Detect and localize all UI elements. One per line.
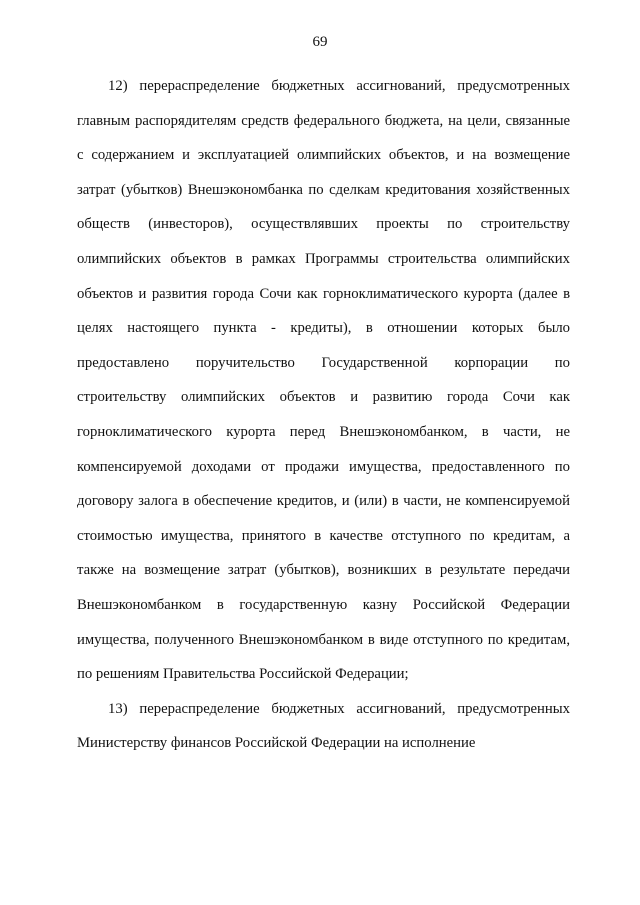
paragraph-item-12: 12) перераспределение бюджетных ассигнований, предусмотренных главным распорядителям средств федерального бюджета, на цели, связанные с содержанием и эксплуатацией олимпийских объектов, и на возмещение затрат (убытков) Внешэкономбанка по сделкам кредитования хозяйственных обществ (инвесторов), осуществлявших проекты по строительству олимпийских объектов в рамках Программы строительства олимпийских объектов и развития города Сочи как горноклиматического курорта (далее в целях настоящего пункта - кредиты), в отношении которых было предоставлено поручительство Государственной корпорации по строительству олимпийских объектов и развитию города Сочи как горноклиматического курорта перед Внешэкономбанком, в части, не компенсируемой доходами от продажи имущества, предоставленного по договору залога в обеспечение кредитов, и (или) в части, не компенсируемой стоимостью имущества, принятого в качестве отступного по кредитам, а также на возмещение затрат (убытков), возникших в результате передачи Внешэкономбанком в государственную казну Российской Федерации имущества, полученного Внешэкономбанком в виде отступного по кредитам, по решениям Правительства Российской Федерации; [77, 78, 570, 683]
document-body [77, 69, 570, 761]
page-number: 69 [312, 34, 328, 50]
paragraph-item-13: 13) перераспределение бюджетных ассигнований, предусмотренных Министерству финансов Российской Федерации на исполнение [77, 700, 570, 752]
